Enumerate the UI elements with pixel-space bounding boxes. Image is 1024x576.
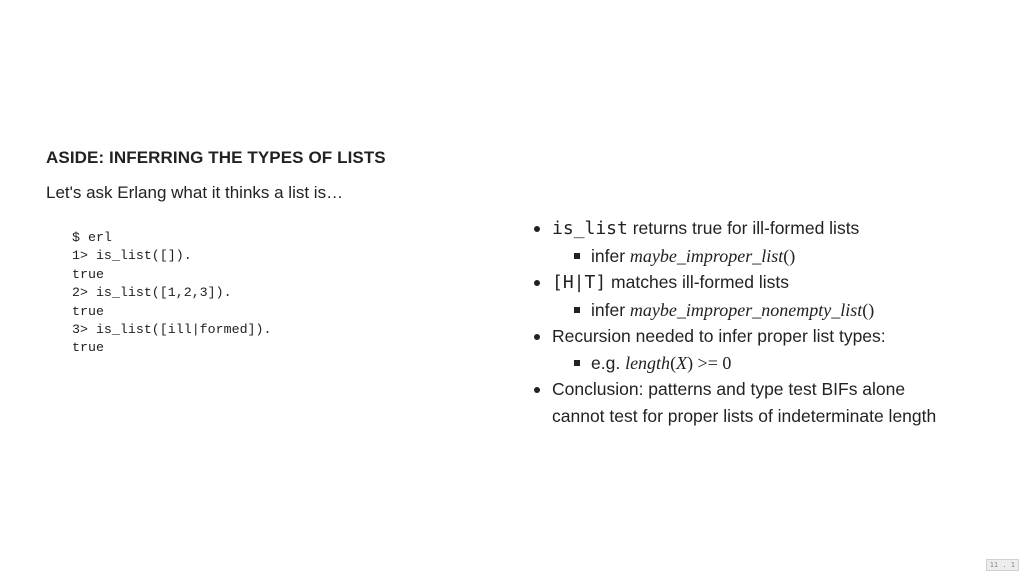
code-line: 1> is_list([]). <box>72 248 192 264</box>
code-line: true <box>72 340 104 356</box>
inline-code: [H|T] <box>552 272 607 293</box>
bullet-text: Recursion needed to infer proper list types: <box>552 326 886 346</box>
bullet-is-list <box>530 215 950 243</box>
sub-bullet-infer-improper <box>530 243 950 270</box>
sub-bullet-prefix: infer <box>591 299 630 320</box>
code-line: true <box>72 266 104 282</box>
code-block <box>72 229 272 358</box>
length-formula: length(X) >= 0 <box>625 352 732 373</box>
inline-code: is_list <box>552 218 628 239</box>
code-line: $ erl <box>72 230 112 245</box>
sub-bullet-infer-nonempty <box>530 297 950 324</box>
bullet-conclusion <box>530 376 950 429</box>
bullet-head-tail <box>530 269 950 297</box>
bullet-list <box>530 215 950 429</box>
type-formula: maybe_improper_nonempty_list() <box>629 299 875 320</box>
slide-title: ASIDE: INFERRING THE TYPES OF LISTS <box>46 148 386 167</box>
type-formula: maybe_improper_list() <box>629 245 796 266</box>
sub-bullet-prefix: e.g. <box>591 352 626 373</box>
code-line: 3> is_list([ill|formed]). <box>72 321 272 337</box>
bullet-text: Conclusion: patterns and type test BIFs alone cannot test for proper lists of indeterminate length <box>552 379 937 426</box>
intro-text: Let's ask Erlang what it thinks a list is… <box>46 183 344 202</box>
bullet-text: matches ill-formed lists <box>606 272 790 292</box>
bullet-recursion <box>530 323 950 350</box>
bullet-text: returns true for ill-formed lists <box>627 218 860 238</box>
sub-bullet-example <box>530 350 950 377</box>
code-line: true <box>72 303 104 319</box>
sub-bullet-prefix: infer <box>591 245 630 266</box>
code-line: 2> is_list([1,2,3]). <box>72 285 232 301</box>
page-number: 11 . 1 <box>986 559 1019 571</box>
